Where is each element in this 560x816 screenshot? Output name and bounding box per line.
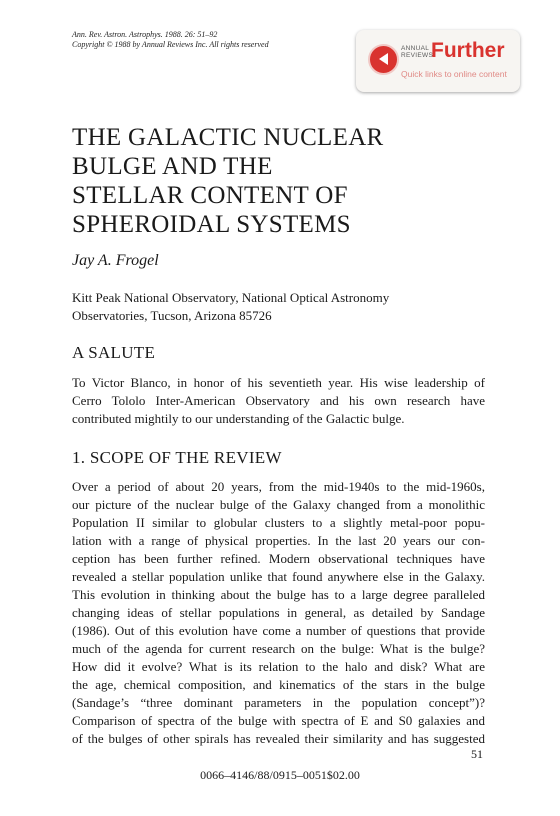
author-name: Jay A. Frogel: [72, 252, 159, 269]
journal-reference: [72, 30, 269, 50]
text-line: (Sandage’s “three dominant parameters in the population concept”)?: [72, 695, 485, 710]
salute-paragraph: [72, 374, 485, 428]
further-label: Further: [431, 39, 505, 62]
text-line: (1986). Out of this evolution have come a number of questions that provide: [72, 623, 485, 638]
text-line: revealed a stellar population unlike that found anywhere else in the Galaxy.: [72, 569, 485, 584]
title-line: THE GALACTIC NUCLEAR: [72, 124, 384, 151]
scope-paragraph: [72, 478, 485, 748]
text-line: This evolution in thinking about the bulge has to a large degree paralleled: [72, 587, 485, 602]
play-back-icon: [368, 44, 399, 75]
citation-line: Ann. Rev. Astron. Astrophys. 1988. 26: 51–92: [72, 30, 218, 39]
text-line: the age, chemical composition, and kinematics of the stars in the bulge: [72, 677, 485, 692]
text-line: How did it evolve? What is its relation to the halo and disk? What are: [72, 659, 485, 674]
section-heading-salute: A SALUTE: [72, 343, 156, 362]
text-line: Population II similar to globular clusters to a slightly metal-poor popu-: [72, 515, 485, 530]
text-line: lation with a range of physical properties. In the last 20 years our con-: [72, 533, 485, 548]
annual-reviews-brand: ANNUAL REVIEWS: [401, 45, 434, 59]
text-line: To Victor Blanco, in honor of his seventieth year. His wise leadership of: [72, 375, 485, 390]
text-line: changing ideas of stellar populations in general, as detailed by Sandage: [72, 605, 485, 620]
price-code: 0066–4146/88/0915–0051$02.00: [200, 768, 360, 782]
text-line: Cerro Tololo Inter-American Observatory and his own research have: [72, 393, 485, 408]
affiliation-line: Observatories, Tucson, Arizona 85726: [72, 308, 272, 323]
page-number: 51: [471, 747, 483, 761]
text-line: Comparison of spectra of the bulge with spectra of E and S0 galaxies and: [72, 713, 485, 728]
text-line: much of the agenda for current research on the bulge: What is the bulge?: [72, 641, 485, 656]
article-title: [72, 123, 492, 239]
title-line: SPHEROIDAL SYSTEMS: [72, 211, 351, 238]
section-heading-scope: 1. SCOPE OF THE REVIEW: [72, 448, 282, 467]
further-subtitle: Quick links to online content: [401, 69, 507, 79]
affiliation-line: Kitt Peak National Observatory, National Optical Astronomy: [72, 290, 390, 305]
author-affiliation: [72, 289, 492, 325]
text-line: of the bulges of other spirals has revealed their similarity and has suggested: [72, 731, 485, 746]
text-line: our picture of the nuclear bulge of the Galaxy changed from a monolithic: [72, 497, 485, 512]
text-line: contributed mightily to our understanding of the Galactic bulge.: [72, 411, 405, 426]
title-line: STELLAR CONTENT OF: [72, 182, 348, 209]
title-line: BULGE AND THE: [72, 153, 273, 180]
text-line: ception has been further refined. Modern observational techniques have: [72, 551, 485, 566]
copyright-line: Copyright © 1988 by Annual Reviews Inc. All rights reserved: [72, 40, 269, 49]
annual-reviews-further-badge[interactable]: [356, 30, 520, 92]
text-line: Over a period of about 20 years, from the mid-1940s to the mid-1960s,: [72, 479, 485, 494]
